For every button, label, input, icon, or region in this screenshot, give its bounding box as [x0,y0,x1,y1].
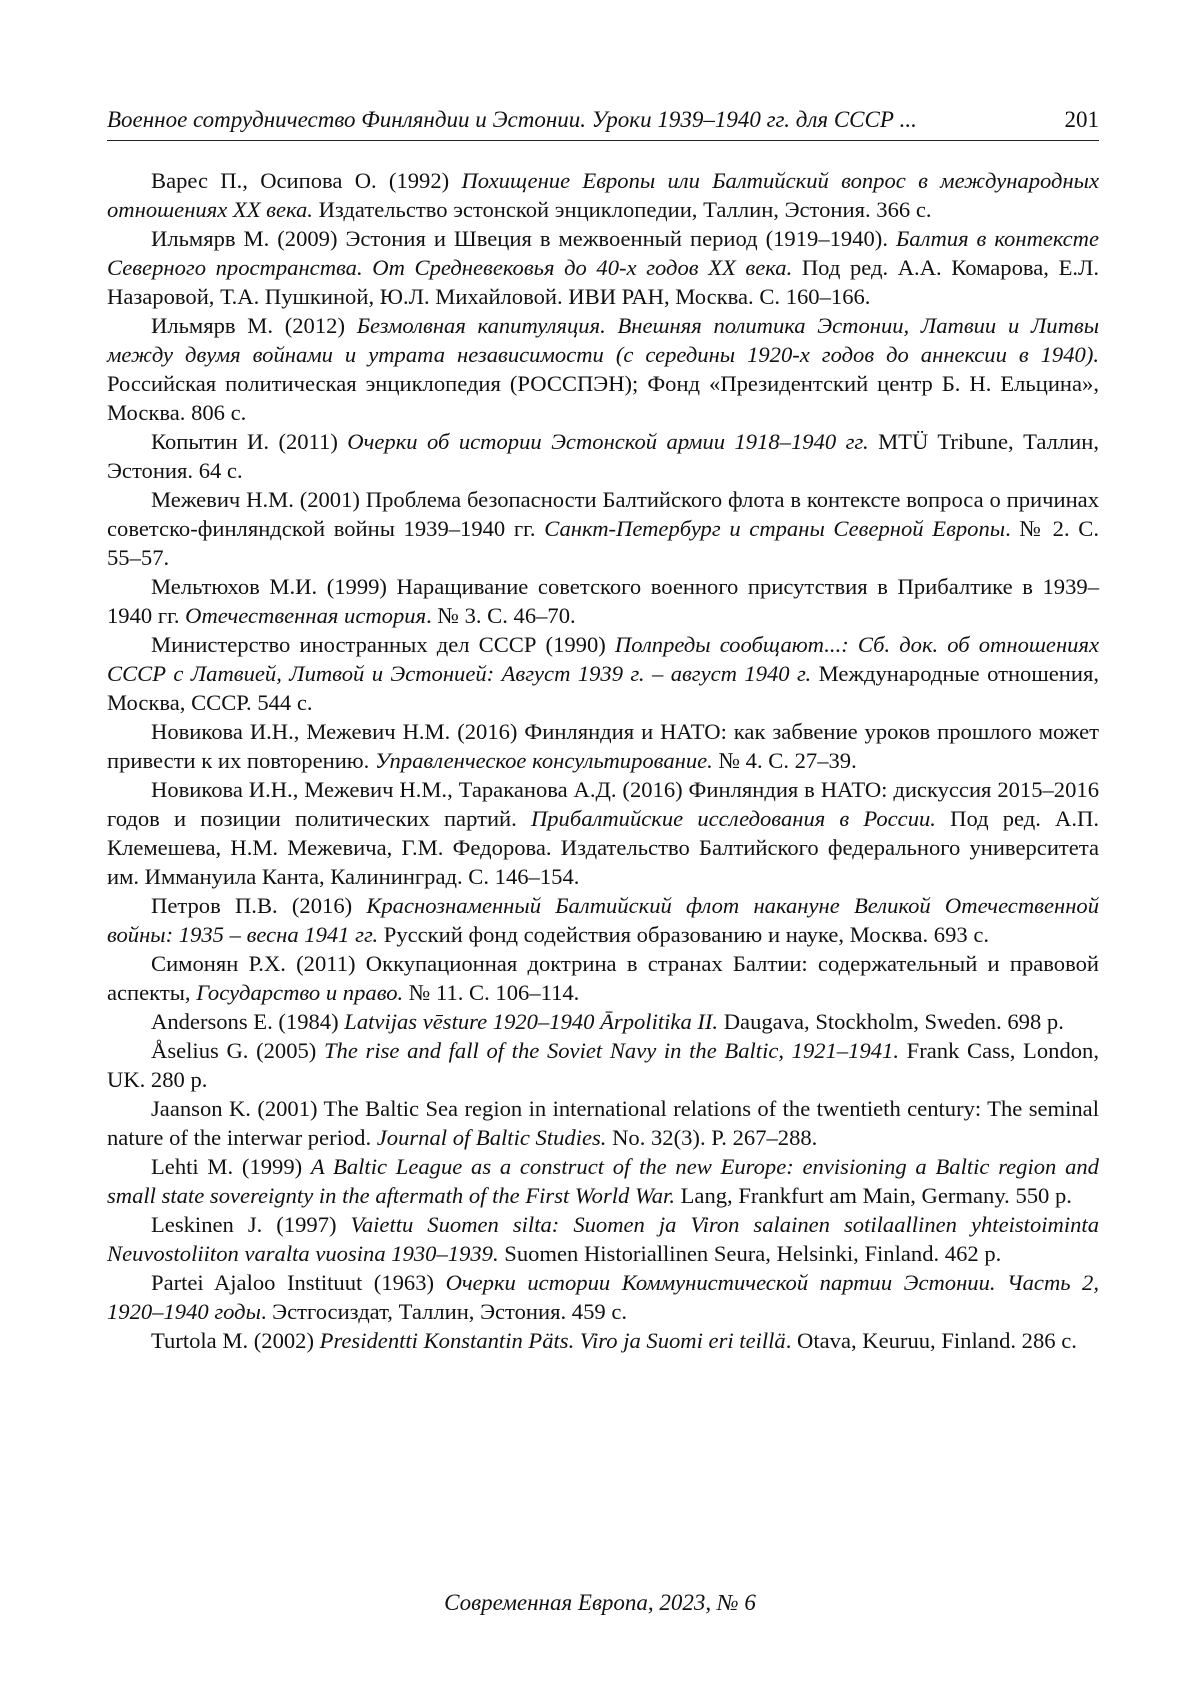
running-header [107,106,1099,141]
reference-item: Jaanson K. (2001) The Baltic Sea region in international relations of the twentieth century: The seminal nature of the interwar period. Journal of Baltic Studies. No. 32(3). P. 267–288. [107,1096,1099,1150]
reference-list [107,166,1099,1355]
journal-footer: Современная Европа, 2023, № 6 [444,1590,756,1615]
reference-item: Lehti M. (1999) A Baltic League as a construct of the new Europe: envisioning a Baltic region and small state sovereignty in the aftermath of the First World War. Lang, Frankfurt am Main, Germany. 550 p. [107,1154,1099,1208]
running-title: Военное сотрудничество Финляндии и Эстонии. Уроки 1939–1940 гг. для СССР ... [107,107,917,132]
reference-item: Копытин И. (2011) Очерки об истории Эстонской армии 1918–1940 гг. MTÜ Tribune, Таллин, Эстония. 64 с. [107,429,1099,483]
reference-item: Министерство иностранных дел СССР (1990) Полпреды сообщают...: Сб. док. об отношениях СССР с Латвией, Литвой и Эстонией: Август 1939 г. – август 1940 г. Международные отношения, Москва, СССР. 544 с. [107,632,1099,715]
reference-item: Варес П., Осипова О. (1992) Похищение Европы или Балтийский вопрос в международных отношениях XX века. Издательство эстонской энциклопедии, Таллин, Эстония. 366 с. [107,168,1099,222]
reference-item: Ильмярв М. (2009) Эстония и Швеция в межвоенный период (1919–1940). Балтия в контексте Северного пространства. От Средневековья до 40-х годов XX века. Под ред. А.А. Комарова, Е.Л. Назаровой, Т.А. Пушкиной, Ю.Л. Михайловой. ИВИ РАН, Москва. С. 160–166. [107,226,1099,309]
reference-item: Петров П.В. (2016) Краснознаменный Балтийский флот накануне Великой Отечественной войны: 1935 – весна 1941 гг. Русский фонд содействия образованию и науке, Москва. 693 с. [107,893,1100,947]
reference-item: Межевич Н.М. (2001) Проблема безопасности Балтийского флота в контексте вопроса о причинах советско-финляндской войны 1939–1940 гг. Санкт-Петербург и страны Северной Европы. № 2. С. 55–57. [107,487,1099,570]
reference-item: Симонян Р.Х. (2011) Оккупационная доктрина в странах Балтии: содержательный и правовой аспекты, Государство и право. № 11. С. 106–114. [107,951,1099,1005]
reference-item: Andersons E. (1984) Latvijas vēsture 1920–1940 Ārpolitika II. Daugava, Stockholm, Sweden. 698 p. [151,1009,1064,1034]
reference-item: Åselius G. (2005) The rise and fall of the Soviet Navy in the Baltic, 1921–1941. Frank Cass, London, UK. 280 p. [107,1038,1099,1092]
reference-item: Новикова И.Н., Межевич Н.М. (2016) Финляндия и НАТО: как забвение уроков прошлого может привести к их повторению. Управленческое консультирование. № 4. С. 27–39. [107,719,1099,773]
page-number: 201 [1064,107,1099,132]
reference-item: Partei Ajaloo Instituut (1963) Очерки истории Коммунистической партии Эстонии. Часть 2, 1920–1940 годы. Эстгосиздат, Таллин, Эстония. 459 с. [107,1270,1100,1324]
reference-item: Новикова И.Н., Межевич Н.М., Тараканова А.Д. (2016) Финляндия в НАТО: дискуссия 2015–2016 годов и позиции политических партий. Прибалтийские исследования в России. Под ред. А.П. Клемешева, Н.М. Межевича, Г.М. Федорова. Издательство Балтийского федерального университета им. Иммануила Канта, Калининград. С. 146–154. [107,777,1099,889]
reference-item: Ильмярв М. (2012) Безмолвная капитуляция. Внешняя политика Эстонии, Латвии и Литвы между двумя войнами и утрата независимости (с середины 1920-х годов до аннексии в 1940). Российская политическая энциклопедия (РОССПЭН); Фонд «Президентский центр Б. Н. Ельцина», Москва. 806 с. [107,313,1100,425]
reference-item: Turtola M. (2002) Presidentti Konstantin Päts. Viro ja Suomi eri teillä. Otava, Keuruu, Finland. 286 c. [151,1328,1077,1353]
reference-item: Leskinen J. (1997) Vaiettu Suomen silta: Suomen ja Viron salainen sotilaallinen yhteistoiminta Neuvostoliiton varalta vuosina 1930–1939. Suomen Historiallinen Seura, Helsinki, Finland. 462 p. [107,1212,1099,1266]
reference-item: Мельтюхов М.И. (1999) Наращивание советского военного присутствия в Прибалтике в 1939–1940 гг. Отечественная история. № 3. С. 46–70. [107,574,1099,628]
